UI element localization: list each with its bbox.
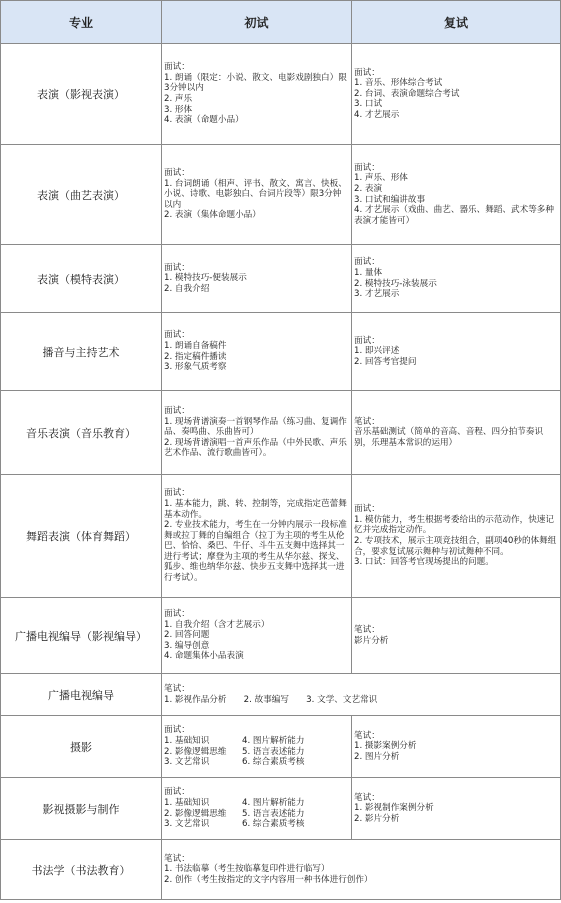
second-round-cell xyxy=(352,716,561,778)
cell-line: 1. 影视作品分析 2. 故事编写 3. 文学、文艺常识 xyxy=(164,694,378,705)
cell-line: 1. 基础知识 xyxy=(164,797,210,808)
cell-line: 4. 图片解析能力 xyxy=(242,735,305,746)
table-row xyxy=(1,145,561,245)
first-round-cell xyxy=(162,44,352,145)
major-name: 表演（曲艺表演） xyxy=(1,145,162,245)
cell-line: 面试： xyxy=(164,330,190,341)
table-row xyxy=(1,716,561,778)
second-round-cell xyxy=(352,391,561,475)
cell-line: 笔试： xyxy=(354,624,380,635)
second-round-cell xyxy=(352,475,561,598)
cell-line: 4. 命题集体小品表演 xyxy=(164,651,244,662)
cell-line: 1. 现场背谱演奏一首钢琴作品（练习曲、复调作品、奏鸣曲、乐曲皆可） xyxy=(164,416,347,438)
cell-line: 面试： xyxy=(354,162,380,173)
cell-line: 2. 影片分析 xyxy=(354,813,400,824)
cell-line: 2. 回答问题 xyxy=(164,630,210,641)
cell-line: 1. 摄影案例分析 xyxy=(354,741,417,752)
cell-line: 1. 台词朗诵（相声、评书、散文、寓言、快板、小说、诗歌、电影独白、台词片段等）限3分钟以内 xyxy=(164,178,347,210)
cell-line: 3. 才艺展示 xyxy=(354,289,400,300)
second-round-cell xyxy=(352,778,561,840)
cell-line: 3. 口试和编讲故事 xyxy=(354,194,426,205)
cell-line: 2. 声乐 xyxy=(164,94,193,104)
table-row xyxy=(1,475,561,598)
cell-line: 音乐基础测试（简单的音高、音程、四分拍节奏识别，乐理基本常识的运用） xyxy=(354,427,544,448)
cell-line: 3. 形体 xyxy=(164,104,193,115)
first-round-cell xyxy=(162,778,352,840)
cell-line: 5. 语言表述能力 xyxy=(242,808,305,819)
major-name: 音乐表演（音乐教育） xyxy=(1,391,162,475)
cell-line: 3. 口试 xyxy=(354,99,383,110)
cell-line: 1. 基础知识 xyxy=(164,735,210,746)
cell-line: 3. 文艺常识 xyxy=(164,819,210,830)
cell-line: 2. 台词、表演命题综合考试 xyxy=(354,88,460,99)
table-row xyxy=(1,778,561,840)
cell-line: 笔试： xyxy=(354,730,380,741)
cell-line: 2. 指定稿件播读 xyxy=(164,351,227,362)
first-round-cell xyxy=(162,598,352,674)
merged-cell xyxy=(162,674,561,716)
table-row xyxy=(1,391,561,475)
cell-line: 面试： xyxy=(164,609,190,620)
cell-line: 3. 口试：回答考官现场提出的问题。 xyxy=(354,557,494,568)
table-row xyxy=(1,598,561,674)
first-round-cell xyxy=(162,313,352,391)
cell-line: 2. 专项技术，展示主项竞技组合，副项40秒的体舞组合，要求复试展示舞种与初试舞种不同。 xyxy=(354,536,557,557)
cell-line: 3. 形象气质考察 xyxy=(164,362,227,373)
major-name: 表演（模特表演） xyxy=(1,245,162,313)
first-round-cell xyxy=(162,391,352,475)
cell-line: 1. 基本能力，跳、转、控制等，完成指定芭蕾舞基本动作。 xyxy=(164,498,347,520)
major-name: 播音与主持艺术 xyxy=(1,313,162,391)
table-row xyxy=(1,313,561,391)
major-name: 舞蹈表演（体育舞蹈） xyxy=(1,475,162,598)
cell-line: 4. 表演（命题小品） xyxy=(164,115,244,126)
cell-line: 2. 表演（集体命题小品） xyxy=(164,210,261,221)
major-name: 摄影 xyxy=(1,716,162,778)
cell-line: 6. 综合素质考核 xyxy=(242,819,305,830)
cell-line: 1. 量体 xyxy=(354,267,383,278)
cell-line: 1. 声乐、形体 xyxy=(354,173,408,184)
cell-line: 1. 自我介绍（含才艺展示） xyxy=(164,619,270,630)
first-round-cell xyxy=(162,145,352,245)
cell-line: 2. 影像逻辑思维 xyxy=(164,746,227,757)
second-round-cell xyxy=(352,313,561,391)
cell-line: 笔试： xyxy=(354,416,380,427)
header-major: 专业 xyxy=(1,1,162,44)
cell-line: 3. 编导创意 xyxy=(164,640,210,651)
major-name: 广播电视编导（影视编导） xyxy=(1,598,162,674)
cell-line: 2. 图片分析 xyxy=(354,751,400,762)
major-name: 表演（影视表演） xyxy=(1,44,162,145)
cell-line: 2. 创作（考生按指定的文字内容用一种书体进行创作） xyxy=(164,874,373,885)
cell-line: 2. 回答考官提问 xyxy=(354,356,417,367)
cell-line: 4. 才艺展示 xyxy=(354,109,400,120)
cell-line: 面试： xyxy=(164,488,190,499)
table-row xyxy=(1,840,561,900)
cell-line: 1. 书法临摹（考生按临摹复印件进行临写） xyxy=(164,864,330,875)
cell-line: 1. 模特技巧-便装展示 xyxy=(164,273,247,284)
cell-line: 2. 自我介绍 xyxy=(164,283,210,294)
second-round-cell xyxy=(352,245,561,313)
cell-line: 1. 影视制作案例分析 xyxy=(354,803,434,814)
cell-line: 影片分析 xyxy=(354,635,389,646)
second-round-cell xyxy=(352,598,561,674)
first-round-cell xyxy=(162,716,352,778)
header-second-round: 复试 xyxy=(352,1,561,44)
cell-line: 面试： xyxy=(354,335,380,346)
major-name: 广播电视编导 xyxy=(1,674,162,716)
cell-line: 笔试： xyxy=(164,853,190,864)
cell-line: 面试： xyxy=(164,787,190,798)
cell-line: 笔试： xyxy=(164,683,190,694)
cell-line: 5. 语言表述能力 xyxy=(242,746,305,757)
table-row xyxy=(1,674,561,716)
two-column-list xyxy=(164,736,349,768)
cell-line: 4. 才艺展示（戏曲、曲艺、器乐、舞蹈、武术等多种表演才能皆可） xyxy=(354,205,554,226)
major-name: 书法学（书法教育） xyxy=(1,840,162,900)
merged-cell xyxy=(162,840,561,900)
first-round-cell xyxy=(162,475,352,598)
cell-line: 1. 音乐、形体综合考试 xyxy=(354,78,443,89)
two-column-list xyxy=(164,798,349,830)
cell-line: 面试： xyxy=(164,262,190,273)
cell-line: 2. 现场背谱演唱一首声乐作品（中外民歌、声乐艺术作品、流行歌曲皆可）。 xyxy=(164,437,347,459)
cell-line: 2. 表演 xyxy=(354,183,383,194)
cell-line: 2. 影像逻辑思维 xyxy=(164,808,227,819)
cell-line: 1. 模仿能力，考生根据考委给出的示范动作，快速记忆并完成指定动作。 xyxy=(354,514,554,536)
cell-line: 1. 即兴评述 xyxy=(354,346,400,357)
cell-line: 笔试： xyxy=(354,792,380,803)
cell-line: 1. 朗诵（限定：小说、散文、电影戏剧独白）限3分钟以内 xyxy=(164,72,347,94)
header-first-round: 初试 xyxy=(162,1,352,44)
cell-line: 面试： xyxy=(354,257,380,268)
header-row xyxy=(1,1,561,44)
cell-line: 面试： xyxy=(354,67,380,78)
cell-line: 4. 图片解析能力 xyxy=(242,797,305,808)
cell-line: 1. 朗诵自备稿件 xyxy=(164,340,227,351)
cell-line: 2. 模特技巧-泳装展示 xyxy=(354,278,437,289)
cell-line: 面试： xyxy=(164,406,190,417)
cell-line: 3. 文艺常识 xyxy=(164,757,210,768)
first-round-cell xyxy=(162,245,352,313)
table-row xyxy=(1,44,561,145)
second-round-cell xyxy=(352,44,561,145)
major-name: 影视摄影与制作 xyxy=(1,778,162,840)
table-row xyxy=(1,245,561,313)
cell-line: 面试： xyxy=(164,725,190,736)
cell-line: 6. 综合素质考核 xyxy=(242,757,305,768)
cell-line: 2. 专业技术能力，考生在一分钟内展示一段标准舞或拉丁舞的自编组合（拉丁为主项的考生从伦巴、恰恰、桑巴、牛仔、斗牛五支舞中选择其一进行考试；摩登为主项的考生从华尔兹、探戈、狐步、维也纳华尔兹、快步五支舞中选择其一进行考试）。 xyxy=(164,520,347,584)
second-round-cell xyxy=(352,145,561,245)
cell-line: 面试： xyxy=(354,504,380,515)
cell-line: 面试： xyxy=(164,62,190,73)
cell-line: 面试： xyxy=(164,168,190,179)
